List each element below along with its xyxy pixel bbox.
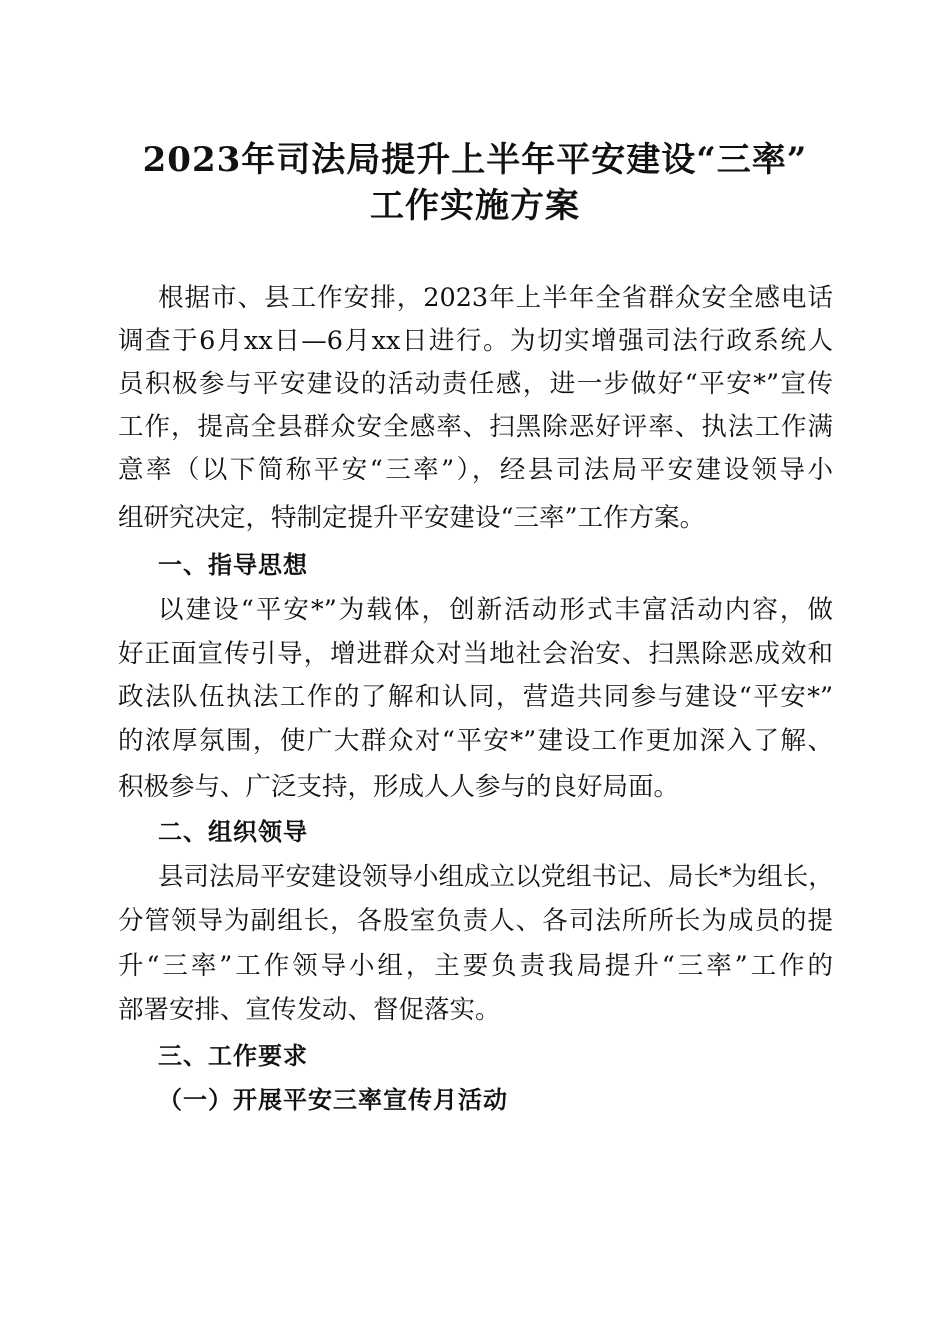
paragraph-line: 好正面宣传引导，增进群众对当地社会治安、扫黑除恶成效和 bbox=[118, 639, 833, 669]
paragraph-line: 调查于6月xx日—6月xx日进行。为切实增强司法行政系统人 bbox=[118, 326, 833, 356]
section-heading-work-requirements: 三、工作要求 bbox=[158, 1042, 308, 1070]
paragraph-line: 根据市、县工作安排，2023年上半年全省群众安全感电话 bbox=[158, 283, 833, 313]
paragraph-line: 的浓厚氛围，使广大群众对“平安*”建设工作更加深入了解、 bbox=[118, 726, 833, 756]
paragraph-line: 县司法局平安建设领导小组成立以党组书记、局长*为组长， bbox=[158, 862, 834, 892]
section-heading-organization: 二、组织领导 bbox=[158, 818, 308, 846]
subsection-heading-publicity-month: （一）开展平安三率宣传月活动 bbox=[158, 1085, 508, 1114]
paragraph-line: 以建设“平安*”为载体，创新活动形式丰富活动内容，做 bbox=[158, 595, 833, 625]
section-heading-guiding-thought: 一、指导思想 bbox=[158, 551, 308, 579]
paragraph-line: 积极参与、广泛支持，形成人人参与的良好局面。 bbox=[118, 772, 680, 802]
document-title-line-2: 工作实施方案 bbox=[370, 186, 580, 226]
paragraph-line: 工作，提高全县群众安全感率、扫黑除恶好评率、执法工作满 bbox=[118, 412, 833, 442]
paragraph-line: 分管领导为副组长，各股室负责人、各司法所所长为成员的提 bbox=[118, 906, 833, 936]
paragraph-line: 升“三率”工作领导小组，主要负责我局提升“三率”工作的 bbox=[118, 951, 833, 981]
paragraph-line: 意率（以下简称平安“三率”），经县司法局平安建设领导小 bbox=[118, 455, 833, 485]
paragraph-line: 员积极参与平安建设的活动责任感，进一步做好“平安*”宣传 bbox=[118, 369, 833, 399]
paragraph-line: 组研究决定，特制定提升平安建设“三率”工作方案。 bbox=[118, 503, 706, 533]
paragraph-line: 政法队伍执法工作的了解和认同，营造共同参与建设“平安*” bbox=[118, 682, 833, 712]
paragraph-line: 部署安排、宣传发动、督促落实。 bbox=[118, 995, 501, 1025]
document-title-line-1: 2023年司法局提升上半年平安建设“三率” bbox=[142, 140, 808, 180]
